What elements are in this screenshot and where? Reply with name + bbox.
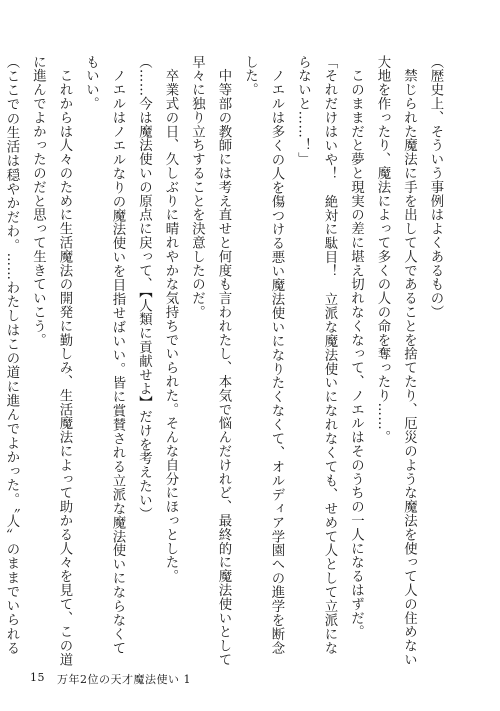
text-line: 中等部の教師には考え直せと何度も言われたし、本気で悩んだけれど、最終的に魔法使いとして xyxy=(216,55,231,667)
text-line: ノエルはノエルなりの魔法使いを目指せばいい。皆に賞賛される立派な魔法使いにならなくてもいい。 xyxy=(83,55,125,655)
text-line: 大地を作ったり、魔法によって多くの人の命を奪ったり……。 xyxy=(375,55,390,445)
vertical-text-body xyxy=(4,55,448,667)
text-line: このままだと夢と現実の差に堪え切れなくなって、ノエルはそのうちの一人になるはずだ。 xyxy=(348,55,364,639)
text-line: 早々に独り立ちすることを決意したのだ。 xyxy=(189,55,205,320)
text-line: 「それだけはいや！ 絶対に駄目！ 立派な魔法使いになれなくても、せめて人として立派にならないと……！」 xyxy=(295,55,337,655)
text-line: に進んでよかったのだと思って生きていこう。 xyxy=(30,55,46,347)
text-line: 禁じられた魔法に手を出して人であることを捨てたり、厄災のような魔法を使って人の住めない xyxy=(401,55,417,667)
text-line: （……今は魔法使いの原点に戻って、【人類に貢献せよ】だけを考えたい） xyxy=(136,55,152,521)
text-line: 卒業式の日、久しぶりに晴れやかな気持ちでいられた。そんな自分にほっとした。 xyxy=(163,55,178,584)
text-line: （歴史上、そういう事例はよくあるもの） xyxy=(428,55,443,320)
book-title: 万年2位の天才魔法使い 1 xyxy=(57,673,191,686)
text-line: （ここでの生活は穏やかだわ。……わたしはこの道に進んでよかった。〝人〟のままでいられる xyxy=(4,55,19,655)
page-footer xyxy=(30,671,191,687)
text-line: これからは人々のために生活魔法の開発に勤しみ、生活魔法によって助かる人々を見て、この道 xyxy=(57,55,72,667)
page-number: 15 xyxy=(30,671,45,684)
text-line: ノエルは多くの人を傷つける悪い魔法使いになりたくなくて、オルディア学園への進学を断念した。 xyxy=(242,55,284,655)
